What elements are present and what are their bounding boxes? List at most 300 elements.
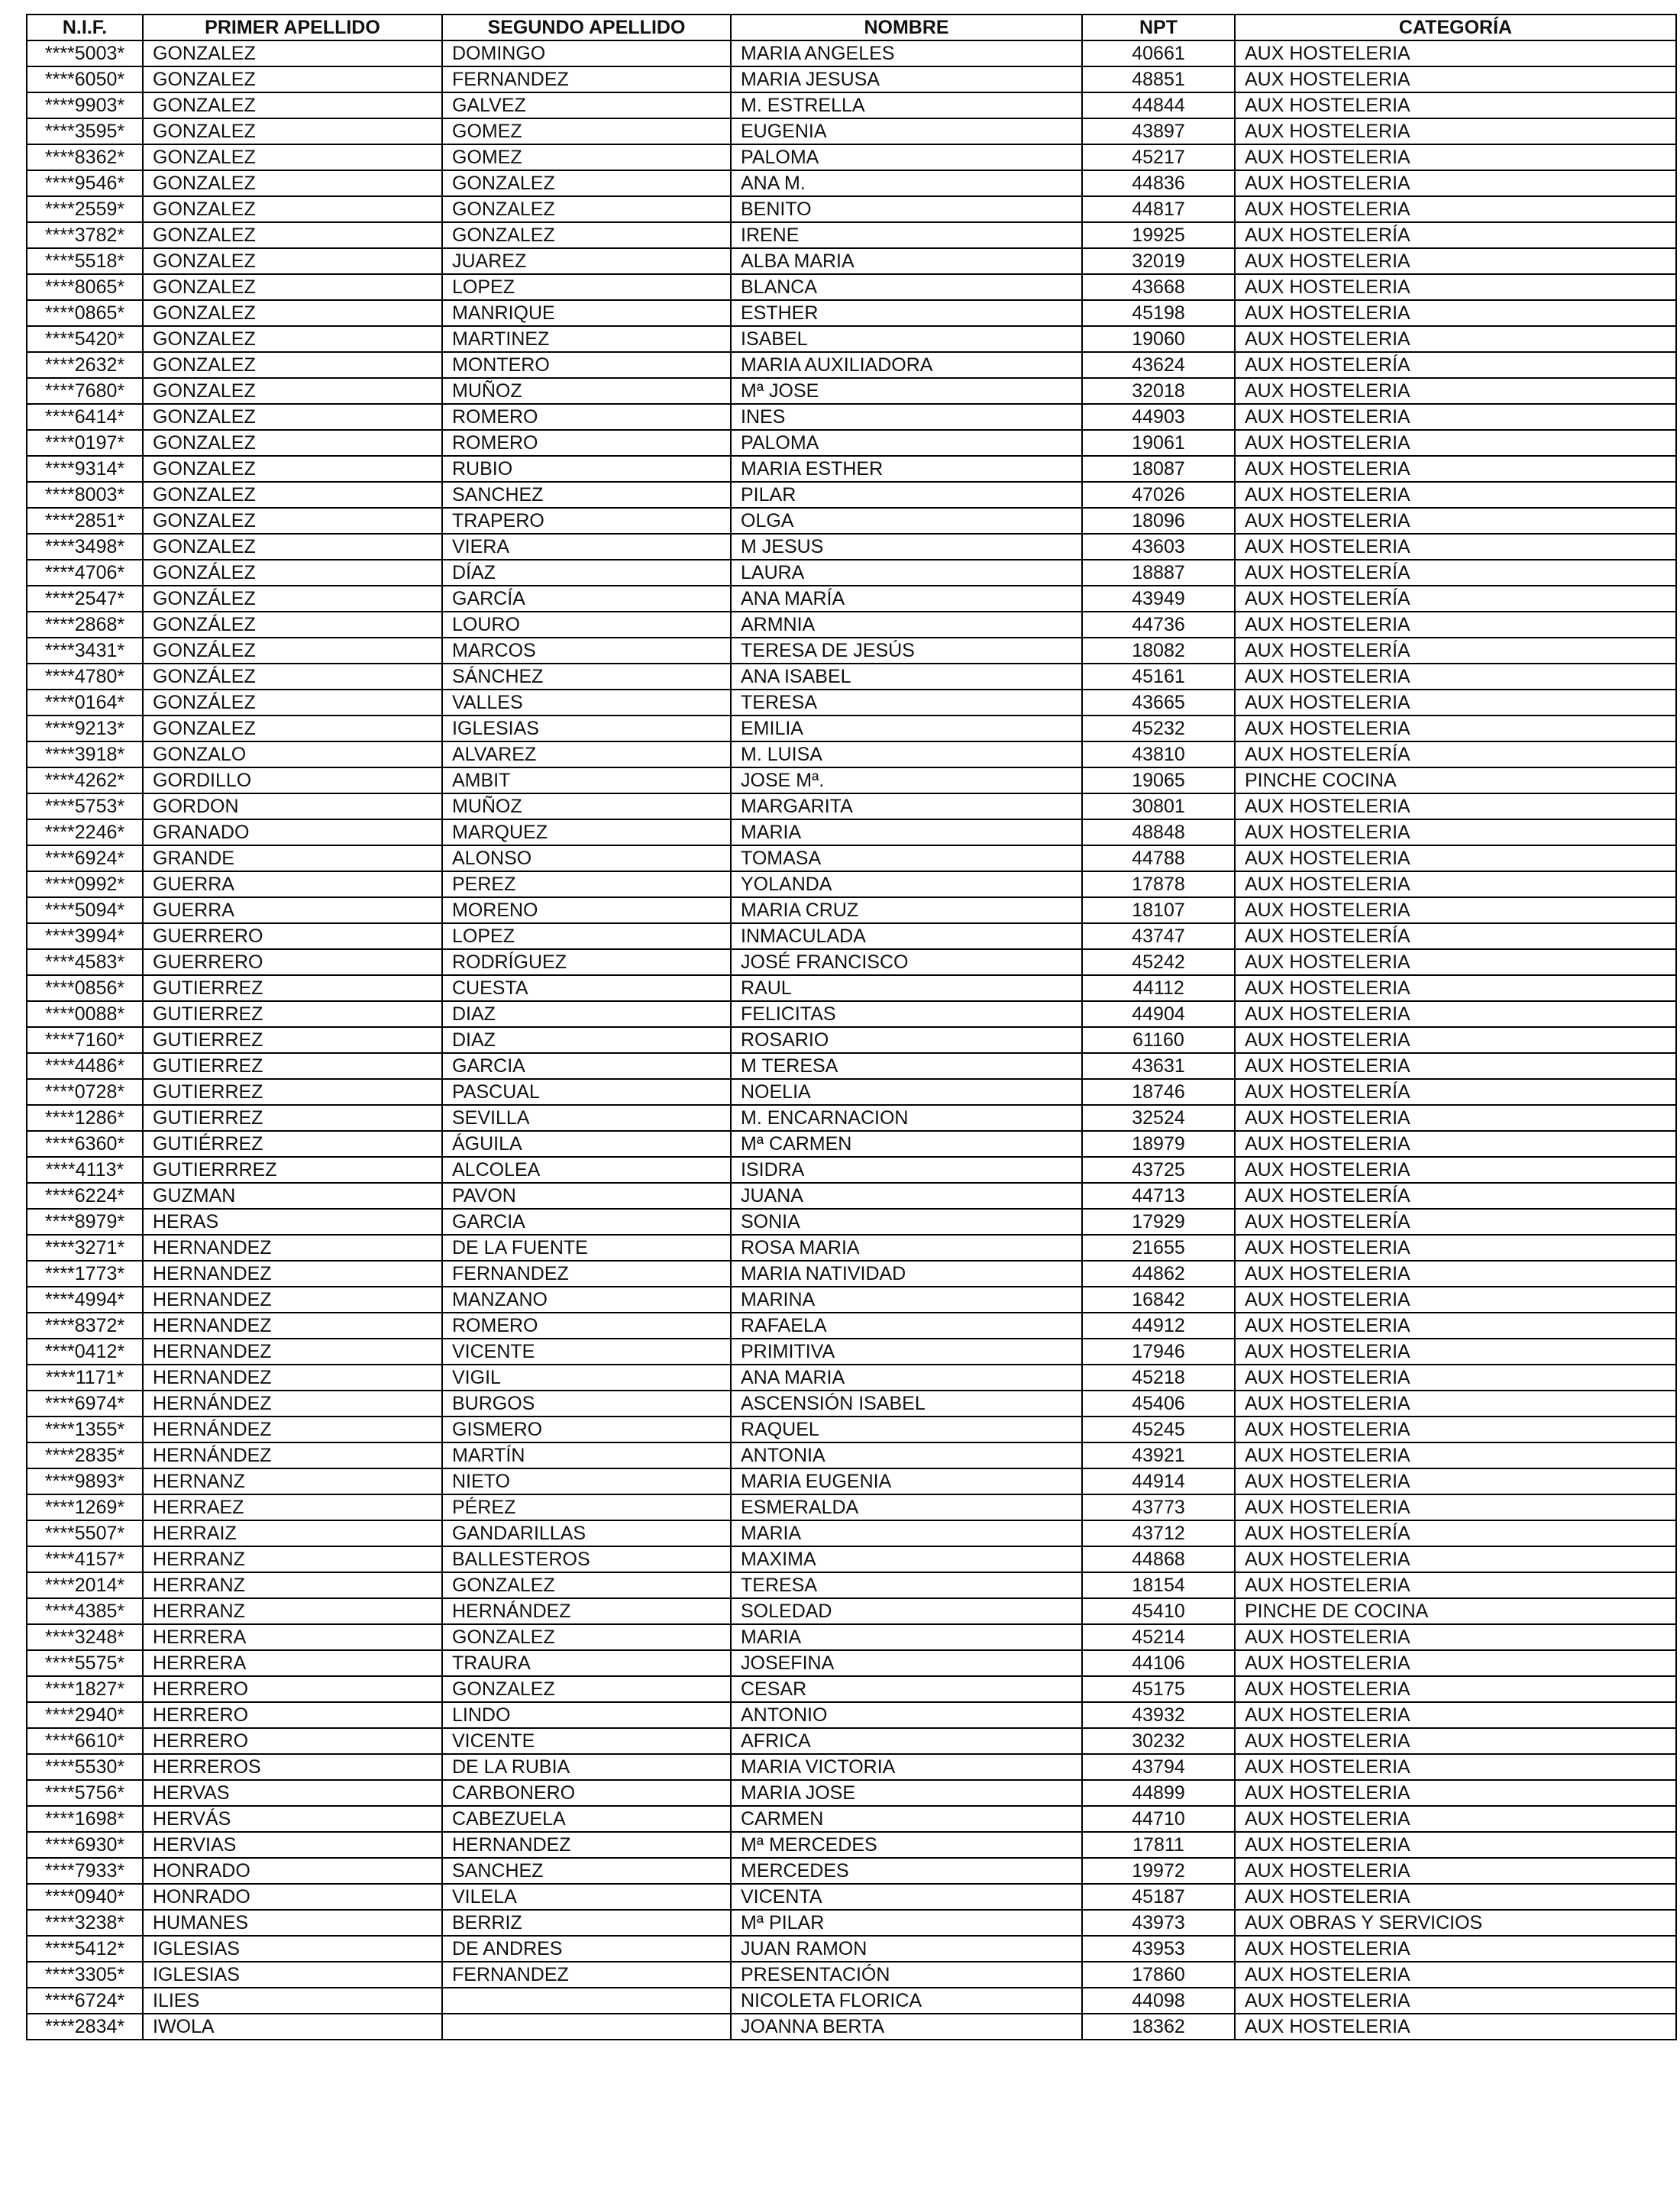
cell-nif: ****1773* — [27, 1261, 143, 1287]
cell-categoria: AUX HOSTELERIA — [1235, 1806, 1676, 1832]
cell-categoria: AUX HOSTELERIA — [1235, 274, 1676, 300]
cell-nombre: ESTHER — [731, 300, 1082, 326]
table-row — [27, 482, 1676, 508]
cell-npt: 18087 — [1082, 456, 1235, 482]
cell-segundo-apellido: GANDARILLAS — [442, 1520, 731, 1546]
cell-segundo-apellido: ROMERO — [442, 1313, 731, 1339]
cell-nombre: NICOLETA FLORICA — [731, 1988, 1082, 2014]
table-row — [27, 66, 1676, 92]
cell-primer-apellido: GONZALEZ — [143, 118, 442, 144]
cell-categoria: AUX HOSTELERIA — [1235, 1572, 1676, 1598]
cell-segundo-apellido — [442, 2014, 731, 2040]
cell-segundo-apellido: BALLESTEROS — [442, 1546, 731, 1572]
cell-nif: ****6050* — [27, 66, 143, 92]
table-row — [27, 508, 1676, 534]
cell-categoria: AUX HOSTELERÍA — [1235, 1183, 1676, 1209]
cell-primer-apellido: GORDILLO — [143, 767, 442, 793]
cell-nif: ****1171* — [27, 1365, 143, 1391]
cell-npt: 19060 — [1082, 326, 1235, 352]
cell-categoria: AUX HOSTELERÍA — [1235, 352, 1676, 378]
cell-segundo-apellido: MORENO — [442, 897, 731, 923]
cell-segundo-apellido: DE ANDRES — [442, 1936, 731, 1962]
cell-npt: 44899 — [1082, 1780, 1235, 1806]
cell-categoria: AUX HOSTELERIA — [1235, 1546, 1676, 1572]
cell-nombre: EMILIA — [731, 716, 1082, 741]
cell-categoria: AUX HOSTELERIA — [1235, 1780, 1676, 1806]
cell-nif: ****6724* — [27, 1988, 143, 2014]
cell-nif: ****4262* — [27, 767, 143, 793]
cell-npt: 45232 — [1082, 716, 1235, 741]
col-header-nombre: NOMBRE — [731, 15, 1082, 40]
cell-primer-apellido: HERVAS — [143, 1780, 442, 1806]
cell-segundo-apellido: HERNANDEZ — [442, 1832, 731, 1858]
cell-primer-apellido: HERNÁNDEZ — [143, 1442, 442, 1468]
cell-primer-apellido: GUTIERREZ — [143, 1105, 442, 1131]
table-row — [27, 1806, 1676, 1832]
cell-nif: ****8372* — [27, 1313, 143, 1339]
cell-npt: 21655 — [1082, 1235, 1235, 1261]
cell-segundo-apellido: DIAZ — [442, 1001, 731, 1027]
cell-npt: 43773 — [1082, 1494, 1235, 1520]
cell-categoria: PINCHE COCINA — [1235, 767, 1676, 793]
cell-categoria: AUX HOSTELERIA — [1235, 897, 1676, 923]
cell-npt: 45217 — [1082, 144, 1235, 170]
cell-segundo-apellido: BURGOS — [442, 1391, 731, 1417]
cell-primer-apellido: IGLESIAS — [143, 1962, 442, 1988]
cell-categoria: AUX HOSTELERIA — [1235, 40, 1676, 66]
table-row — [27, 456, 1676, 482]
cell-nif: ****3498* — [27, 534, 143, 560]
cell-nombre: ANA ISABEL — [731, 664, 1082, 690]
cell-npt: 43794 — [1082, 1754, 1235, 1780]
cell-nif: ****2559* — [27, 196, 143, 222]
table-row — [27, 1702, 1676, 1728]
col-header-primer-apellido: PRIMER APELLIDO — [143, 15, 442, 40]
cell-npt: 44106 — [1082, 1650, 1235, 1676]
cell-nif: ****2835* — [27, 1442, 143, 1468]
cell-categoria: AUX HOSTELERIA — [1235, 1884, 1676, 1910]
cell-nif: ****3238* — [27, 1910, 143, 1936]
cell-primer-apellido: HERNANDEZ — [143, 1365, 442, 1391]
cell-primer-apellido: GUTIERREZ — [143, 975, 442, 1001]
cell-nombre: ROSARIO — [731, 1027, 1082, 1053]
cell-primer-apellido: GONZÁLEZ — [143, 638, 442, 664]
cell-primer-apellido: GUERRA — [143, 871, 442, 897]
table-row — [27, 690, 1676, 716]
cell-npt: 30801 — [1082, 793, 1235, 819]
cell-nombre: ANA MARÍA — [731, 586, 1082, 612]
table-row — [27, 1001, 1676, 1027]
cell-primer-apellido: HERNÁNDEZ — [143, 1391, 442, 1417]
cell-nombre: BENITO — [731, 196, 1082, 222]
cell-nombre: RAFAELA — [731, 1313, 1082, 1339]
cell-nif: ****1286* — [27, 1105, 143, 1131]
cell-primer-apellido: GONZALEZ — [143, 300, 442, 326]
cell-primer-apellido: HERRAIZ — [143, 1520, 442, 1546]
table-row — [27, 2014, 1676, 2040]
table-row — [27, 222, 1676, 248]
cell-primer-apellido: GUERRA — [143, 897, 442, 923]
cell-nombre: MARINA — [731, 1287, 1082, 1313]
cell-primer-apellido: HERRANZ — [143, 1572, 442, 1598]
cell-nombre: TOMASA — [731, 845, 1082, 871]
cell-segundo-apellido: VIERA — [442, 534, 731, 560]
cell-categoria: AUX HOSTELERIA — [1235, 118, 1676, 144]
cell-npt: 43921 — [1082, 1442, 1235, 1468]
cell-nif: ****0940* — [27, 1884, 143, 1910]
cell-primer-apellido: HONRADO — [143, 1884, 442, 1910]
table-row — [27, 1468, 1676, 1494]
table-row — [27, 1313, 1676, 1339]
cell-nif: ****5003* — [27, 40, 143, 66]
personnel-table — [26, 14, 1677, 2040]
cell-primer-apellido: HERRERA — [143, 1650, 442, 1676]
table-row — [27, 949, 1676, 975]
table-row — [27, 1209, 1676, 1235]
cell-primer-apellido: GONZÁLEZ — [143, 612, 442, 638]
cell-nif: ****9213* — [27, 716, 143, 741]
table-row — [27, 1962, 1676, 1988]
cell-segundo-apellido: DE LA RUBIA — [442, 1754, 731, 1780]
table-row — [27, 1365, 1676, 1391]
cell-categoria: AUX HOSTELERIA — [1235, 1391, 1676, 1417]
cell-primer-apellido: GONZALEZ — [143, 196, 442, 222]
cell-npt: 43603 — [1082, 534, 1235, 560]
cell-nombre: EUGENIA — [731, 118, 1082, 144]
cell-primer-apellido: GORDON — [143, 793, 442, 819]
cell-nombre: TERESA — [731, 690, 1082, 716]
cell-segundo-apellido: PÉREZ — [442, 1494, 731, 1520]
cell-segundo-apellido: GARCIA — [442, 1053, 731, 1079]
cell-nombre: ISIDRA — [731, 1157, 1082, 1183]
cell-categoria: AUX HOSTELERIA — [1235, 1728, 1676, 1754]
cell-nombre: MARIA EUGENIA — [731, 1468, 1082, 1494]
cell-npt: 43712 — [1082, 1520, 1235, 1546]
table-row — [27, 716, 1676, 741]
cell-nif: ****5575* — [27, 1650, 143, 1676]
cell-primer-apellido: HERVÁS — [143, 1806, 442, 1832]
table-row — [27, 1494, 1676, 1520]
cell-npt: 47026 — [1082, 482, 1235, 508]
cell-nif: ****6360* — [27, 1131, 143, 1157]
cell-nif: ****4486* — [27, 1053, 143, 1079]
cell-segundo-apellido: NIETO — [442, 1468, 731, 1494]
cell-nombre: MERCEDES — [731, 1858, 1082, 1884]
col-header-npt: NPT — [1082, 15, 1235, 40]
cell-primer-apellido: ILIES — [143, 1988, 442, 2014]
cell-segundo-apellido: VILELA — [442, 1884, 731, 1910]
table-row — [27, 378, 1676, 404]
cell-nombre: TERESA — [731, 1572, 1082, 1598]
cell-nombre: ANA M. — [731, 170, 1082, 196]
cell-nif: ****2851* — [27, 508, 143, 534]
cell-npt: 61160 — [1082, 1027, 1235, 1053]
cell-segundo-apellido: FERNANDEZ — [442, 1261, 731, 1287]
cell-segundo-apellido: CUESTA — [442, 975, 731, 1001]
cell-categoria: AUX HOSTELERIA — [1235, 456, 1676, 482]
cell-primer-apellido: GONZALEZ — [143, 66, 442, 92]
cell-primer-apellido: GRANADO — [143, 819, 442, 845]
cell-segundo-apellido: MUÑOZ — [442, 793, 731, 819]
cell-nombre: JOSE Mª. — [731, 767, 1082, 793]
cell-categoria: AUX HOSTELERIA — [1235, 1442, 1676, 1468]
cell-nombre: ANTONIA — [731, 1442, 1082, 1468]
cell-primer-apellido: GUTIERREZ — [143, 1027, 442, 1053]
table-row — [27, 975, 1676, 1001]
cell-nif: ****0164* — [27, 690, 143, 716]
cell-segundo-apellido: GONZALEZ — [442, 1676, 731, 1702]
cell-nombre: M JESUS — [731, 534, 1082, 560]
table-row — [27, 1261, 1676, 1287]
cell-categoria: AUX HOSTELERIA — [1235, 1001, 1676, 1027]
cell-categoria: AUX HOSTELERIA — [1235, 2014, 1676, 2040]
cell-categoria: AUX HOSTELERIA — [1235, 534, 1676, 560]
table-row — [27, 430, 1676, 456]
table-row — [27, 1754, 1676, 1780]
cell-primer-apellido: GONZALEZ — [143, 352, 442, 378]
cell-primer-apellido: HERAS — [143, 1209, 442, 1235]
cell-npt: 48851 — [1082, 66, 1235, 92]
cell-segundo-apellido: VICENTE — [442, 1339, 731, 1365]
cell-segundo-apellido: LOURO — [442, 612, 731, 638]
cell-primer-apellido: IGLESIAS — [143, 1936, 442, 1962]
cell-primer-apellido: GONZALEZ — [143, 534, 442, 560]
cell-segundo-apellido: SANCHEZ — [442, 1858, 731, 1884]
table-row — [27, 1287, 1676, 1313]
table-row — [27, 1157, 1676, 1183]
cell-npt: 18746 — [1082, 1079, 1235, 1105]
cell-segundo-apellido: GOMEZ — [442, 144, 731, 170]
cell-nombre: LAURA — [731, 560, 1082, 586]
cell-nif: ****3431* — [27, 638, 143, 664]
cell-nif: ****6610* — [27, 1728, 143, 1754]
cell-segundo-apellido: RUBIO — [442, 456, 731, 482]
cell-nombre: NOELIA — [731, 1079, 1082, 1105]
cell-nif: ****0088* — [27, 1001, 143, 1027]
cell-nombre: ROSA MARIA — [731, 1235, 1082, 1261]
cell-nif: ****0197* — [27, 430, 143, 456]
cell-nif: ****6924* — [27, 845, 143, 871]
cell-categoria: AUX HOSTELERÍA — [1235, 1079, 1676, 1105]
cell-nombre: OLGA — [731, 508, 1082, 534]
cell-nif: ****5756* — [27, 1780, 143, 1806]
cell-categoria: AUX HOSTELERIA — [1235, 690, 1676, 716]
cell-npt: 45175 — [1082, 1676, 1235, 1702]
cell-segundo-apellido: LOPEZ — [442, 274, 731, 300]
cell-categoria: AUX HOSTELERIA — [1235, 1858, 1676, 1884]
cell-nombre: MARIA — [731, 1520, 1082, 1546]
table-row — [27, 248, 1676, 274]
cell-segundo-apellido: DE LA FUENTE — [442, 1235, 731, 1261]
cell-primer-apellido: GONZÁLEZ — [143, 690, 442, 716]
cell-segundo-apellido: DÍAZ — [442, 560, 731, 586]
cell-categoria: AUX HOSTELERIA — [1235, 819, 1676, 845]
table-row — [27, 897, 1676, 923]
table-row — [27, 92, 1676, 118]
cell-segundo-apellido: MARTÍN — [442, 1442, 731, 1468]
cell-segundo-apellido: GARCIA — [442, 1209, 731, 1235]
table-row — [27, 819, 1676, 845]
cell-nif: ****5530* — [27, 1754, 143, 1780]
cell-segundo-apellido: IGLESIAS — [442, 716, 731, 741]
cell-nif: ****3918* — [27, 741, 143, 767]
cell-nombre: PALOMA — [731, 430, 1082, 456]
col-header-categoria: CATEGORÍA — [1235, 15, 1676, 40]
cell-npt: 19065 — [1082, 767, 1235, 793]
cell-nombre: VICENTA — [731, 1884, 1082, 1910]
cell-segundo-apellido: FERNANDEZ — [442, 1962, 731, 1988]
cell-categoria: AUX HOSTELERÍA — [1235, 222, 1676, 248]
cell-categoria: AUX HOSTELERIA — [1235, 1494, 1676, 1520]
table-row — [27, 144, 1676, 170]
cell-categoria: AUX HOSTELERIA — [1235, 1650, 1676, 1676]
table-row — [27, 326, 1676, 352]
cell-categoria: AUX HOSTELERIA — [1235, 871, 1676, 897]
cell-npt: 43949 — [1082, 586, 1235, 612]
cell-npt: 45410 — [1082, 1598, 1235, 1624]
cell-nombre: MARGARITA — [731, 793, 1082, 819]
cell-nif: ****7680* — [27, 378, 143, 404]
cell-npt: 44862 — [1082, 1261, 1235, 1287]
cell-categoria: AUX HOSTELERIA — [1235, 1754, 1676, 1780]
table-row — [27, 1572, 1676, 1598]
cell-categoria: AUX HOSTELERIA — [1235, 378, 1676, 404]
cell-npt: 18979 — [1082, 1131, 1235, 1157]
cell-categoria: AUX HOSTELERIA — [1235, 248, 1676, 274]
cell-nif: ****7160* — [27, 1027, 143, 1053]
cell-nif: ****0865* — [27, 300, 143, 326]
cell-categoria: AUX HOSTELERIA — [1235, 482, 1676, 508]
cell-primer-apellido: GONZALEZ — [143, 92, 442, 118]
cell-segundo-apellido: GONZALEZ — [442, 170, 731, 196]
cell-nombre: M. ESTRELLA — [731, 92, 1082, 118]
cell-primer-apellido: GUTIERREZ — [143, 1001, 442, 1027]
cell-segundo-apellido: ALONSO — [442, 845, 731, 871]
cell-nif: ****8979* — [27, 1209, 143, 1235]
cell-categoria: AUX HOSTELERIA — [1235, 1936, 1676, 1962]
table-row — [27, 1417, 1676, 1442]
cell-nif: ****2014* — [27, 1572, 143, 1598]
cell-nombre: CARMEN — [731, 1806, 1082, 1832]
table-row — [27, 1780, 1676, 1806]
table-row — [27, 1391, 1676, 1417]
table-row — [27, 196, 1676, 222]
cell-segundo-apellido: GISMERO — [442, 1417, 731, 1442]
cell-categoria: AUX HOSTELERIA — [1235, 664, 1676, 690]
cell-primer-apellido: GUTIERRREZ — [143, 1157, 442, 1183]
cell-nombre: JOSEFINA — [731, 1650, 1082, 1676]
cell-nombre: JUAN RAMON — [731, 1936, 1082, 1962]
cell-npt: 44112 — [1082, 975, 1235, 1001]
cell-nif: ****4994* — [27, 1287, 143, 1313]
cell-primer-apellido: HERRANZ — [143, 1546, 442, 1572]
cell-primer-apellido: HERNÁNDEZ — [143, 1417, 442, 1442]
cell-nif: ****4780* — [27, 664, 143, 690]
cell-segundo-apellido: SÁNCHEZ — [442, 664, 731, 690]
table-row — [27, 1910, 1676, 1936]
table-row — [27, 1105, 1676, 1131]
table-row — [27, 274, 1676, 300]
cell-npt: 44868 — [1082, 1546, 1235, 1572]
cell-categoria: AUX HOSTELERIA — [1235, 1027, 1676, 1053]
cell-nif: ****5412* — [27, 1936, 143, 1962]
header-row — [27, 15, 1676, 40]
cell-nif: ****6414* — [27, 404, 143, 430]
cell-npt: 17878 — [1082, 871, 1235, 897]
cell-nombre: PRIMITIVA — [731, 1339, 1082, 1365]
table-row — [27, 1546, 1676, 1572]
cell-categoria: AUX HOSTELERÍA — [1235, 586, 1676, 612]
table-row — [27, 534, 1676, 560]
cell-primer-apellido: GONZALEZ — [143, 40, 442, 66]
cell-segundo-apellido: GALVEZ — [442, 92, 731, 118]
cell-nombre: MARIA — [731, 819, 1082, 845]
cell-npt: 17946 — [1082, 1339, 1235, 1365]
cell-npt: 45198 — [1082, 300, 1235, 326]
cell-primer-apellido: GONZÁLEZ — [143, 586, 442, 612]
cell-nif: ****8003* — [27, 482, 143, 508]
cell-segundo-apellido: DOMINGO — [442, 40, 731, 66]
table-row — [27, 1131, 1676, 1157]
cell-nif: ****9546* — [27, 170, 143, 196]
cell-primer-apellido: GRANDE — [143, 845, 442, 871]
cell-nombre: CESAR — [731, 1676, 1082, 1702]
cell-categoria: AUX HOSTELERIA — [1235, 326, 1676, 352]
cell-nombre: YOLANDA — [731, 871, 1082, 897]
cell-categoria: AUX HOSTELERIA — [1235, 1988, 1676, 2014]
table-body — [27, 40, 1676, 2040]
cell-primer-apellido: HERRERO — [143, 1728, 442, 1754]
cell-npt: 19061 — [1082, 430, 1235, 456]
cell-npt: 43932 — [1082, 1702, 1235, 1728]
cell-primer-apellido: GONZALO — [143, 741, 442, 767]
cell-nombre: RAQUEL — [731, 1417, 1082, 1442]
cell-segundo-apellido: AMBIT — [442, 767, 731, 793]
cell-npt: 44903 — [1082, 404, 1235, 430]
cell-npt: 45406 — [1082, 1391, 1235, 1417]
cell-nombre: Mª PILAR — [731, 1910, 1082, 1936]
cell-npt: 43747 — [1082, 923, 1235, 949]
cell-categoria: AUX HOSTELERIA — [1235, 430, 1676, 456]
cell-nif: ****0856* — [27, 975, 143, 1001]
cell-categoria: AUX HOSTELERIA — [1235, 949, 1676, 975]
cell-nombre: MARIA — [731, 1624, 1082, 1650]
cell-nombre: IRENE — [731, 222, 1082, 248]
cell-nif: ****3248* — [27, 1624, 143, 1650]
table-row — [27, 845, 1676, 871]
cell-nombre: INMACULADA — [731, 923, 1082, 949]
cell-primer-apellido: HERRAEZ — [143, 1494, 442, 1520]
cell-nombre: MARIA ANGELES — [731, 40, 1082, 66]
cell-categoria: AUX HOSTELERÍA — [1235, 560, 1676, 586]
cell-primer-apellido: GUERRERO — [143, 949, 442, 975]
cell-nif: ****2940* — [27, 1702, 143, 1728]
table-row — [27, 1858, 1676, 1884]
cell-nombre: MAXIMA — [731, 1546, 1082, 1572]
cell-primer-apellido: GONZALEZ — [143, 404, 442, 430]
cell-categoria: AUX HOSTELERIA — [1235, 612, 1676, 638]
cell-npt: 44736 — [1082, 612, 1235, 638]
cell-nombre: Mª MERCEDES — [731, 1832, 1082, 1858]
cell-primer-apellido: HERRERO — [143, 1702, 442, 1728]
cell-categoria: AUX HOSTELERIA — [1235, 1676, 1676, 1702]
cell-primer-apellido: GUTIÉRREZ — [143, 1131, 442, 1157]
cell-nombre: M. ENCARNACION — [731, 1105, 1082, 1131]
cell-npt: 43624 — [1082, 352, 1235, 378]
cell-primer-apellido: HERVIAS — [143, 1832, 442, 1858]
cell-categoria: AUX HOSTELERIA — [1235, 196, 1676, 222]
cell-segundo-apellido: MUÑOZ — [442, 378, 731, 404]
